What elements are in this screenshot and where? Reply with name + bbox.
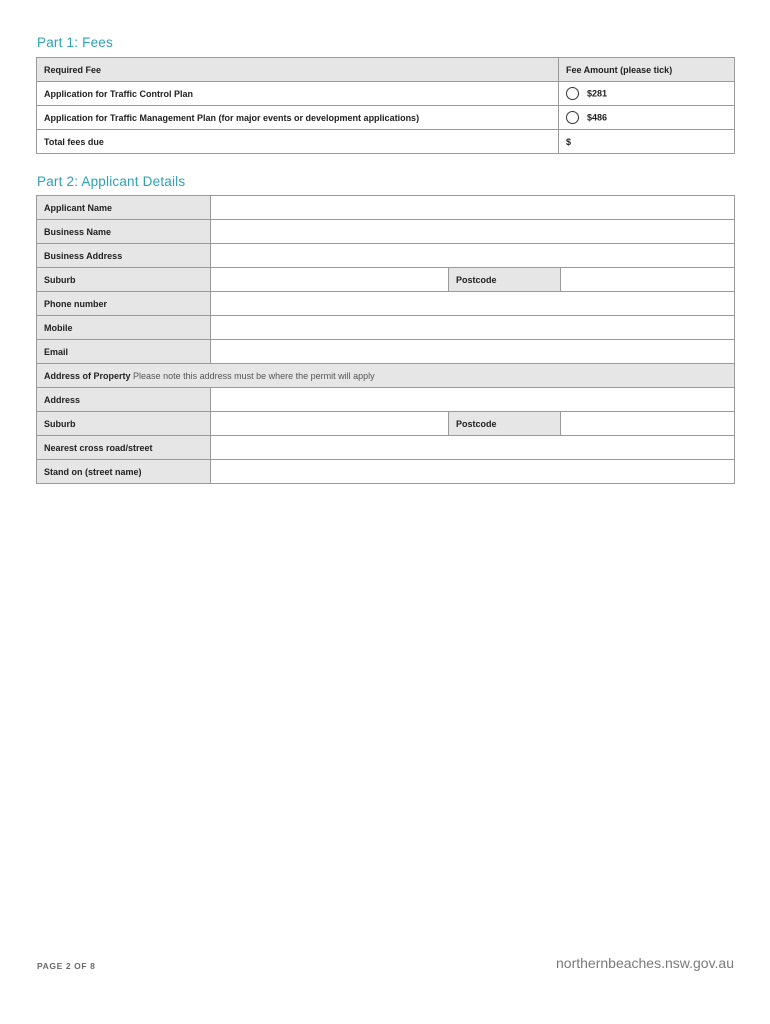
suburb-row [37, 268, 735, 292]
email-label: Email [37, 340, 211, 364]
email-field[interactable] [211, 340, 735, 364]
fee-option-traffic-management[interactable] [559, 106, 735, 130]
applicant-name-row [37, 196, 735, 220]
property-heading [37, 364, 735, 388]
business-name-row [37, 220, 735, 244]
business-address-label: Business Address [37, 244, 211, 268]
applicant-name-field[interactable] [211, 196, 735, 220]
part2-title: Part 2: Applicant Details [37, 174, 186, 189]
fees-header-row [37, 58, 735, 82]
stand-on-field[interactable] [211, 460, 735, 484]
page-number: PAGE 2 OF 8 [37, 961, 96, 971]
property-postcode-label: Postcode [449, 412, 561, 436]
phone-row [37, 292, 735, 316]
property-note: Please note this address must be where the permit will apply [133, 370, 375, 381]
property-postcode-field[interactable] [561, 412, 735, 436]
fee-label-traffic-management: Application for Traffic Management Plan (for major events or development applications) [37, 106, 559, 130]
part1-title: Part 1: Fees [37, 35, 113, 50]
mobile-label: Mobile [37, 316, 211, 340]
fee-row-traffic-control [37, 82, 735, 106]
phone-label: Phone number [37, 292, 211, 316]
fees-table [36, 57, 735, 154]
fee-amount-header: Fee Amount (please tick) [559, 58, 735, 82]
property-address-label: Address [37, 388, 211, 412]
property-suburb-field[interactable] [211, 412, 449, 436]
property-address-field[interactable] [211, 388, 735, 412]
property-address-row [37, 388, 735, 412]
suburb-label: Suburb [37, 268, 211, 292]
nearest-cross-row [37, 436, 735, 460]
fee-label-traffic-control: Application for Traffic Control Plan [37, 82, 559, 106]
stand-on-label: Stand on (street name) [37, 460, 211, 484]
property-suburb-row [37, 412, 735, 436]
fee-option-traffic-control[interactable] [559, 82, 735, 106]
property-suburb-label: Suburb [37, 412, 211, 436]
total-fees-label: Total fees due [37, 130, 559, 154]
business-address-field[interactable] [211, 244, 735, 268]
fee-row-traffic-management [37, 106, 735, 130]
postcode-field[interactable] [561, 268, 735, 292]
property-heading-label: Address of Property [44, 370, 131, 381]
required-fee-header: Required Fee [37, 58, 559, 82]
radio-traffic-control[interactable] [566, 87, 579, 100]
mobile-row [37, 316, 735, 340]
business-address-row [37, 244, 735, 268]
nearest-cross-label: Nearest cross road/street [37, 436, 211, 460]
fee-amount-486: $486 [587, 112, 608, 123]
phone-field[interactable] [211, 292, 735, 316]
postcode-label: Postcode [449, 268, 561, 292]
mobile-field[interactable] [211, 316, 735, 340]
email-row [37, 340, 735, 364]
total-fees-row [37, 130, 735, 154]
total-fees-field[interactable]: $ [559, 130, 735, 154]
radio-traffic-management[interactable] [566, 111, 579, 124]
business-name-field[interactable] [211, 220, 735, 244]
fee-amount-281: $281 [587, 88, 608, 99]
property-heading-row [37, 364, 735, 388]
business-name-label: Business Name [37, 220, 211, 244]
suburb-field[interactable] [211, 268, 449, 292]
nearest-cross-field[interactable] [211, 436, 735, 460]
applicant-table [36, 195, 735, 484]
website-url: northernbeaches.nsw.gov.au [556, 955, 734, 971]
applicant-name-label: Applicant Name [37, 196, 211, 220]
stand-on-row [37, 460, 735, 484]
